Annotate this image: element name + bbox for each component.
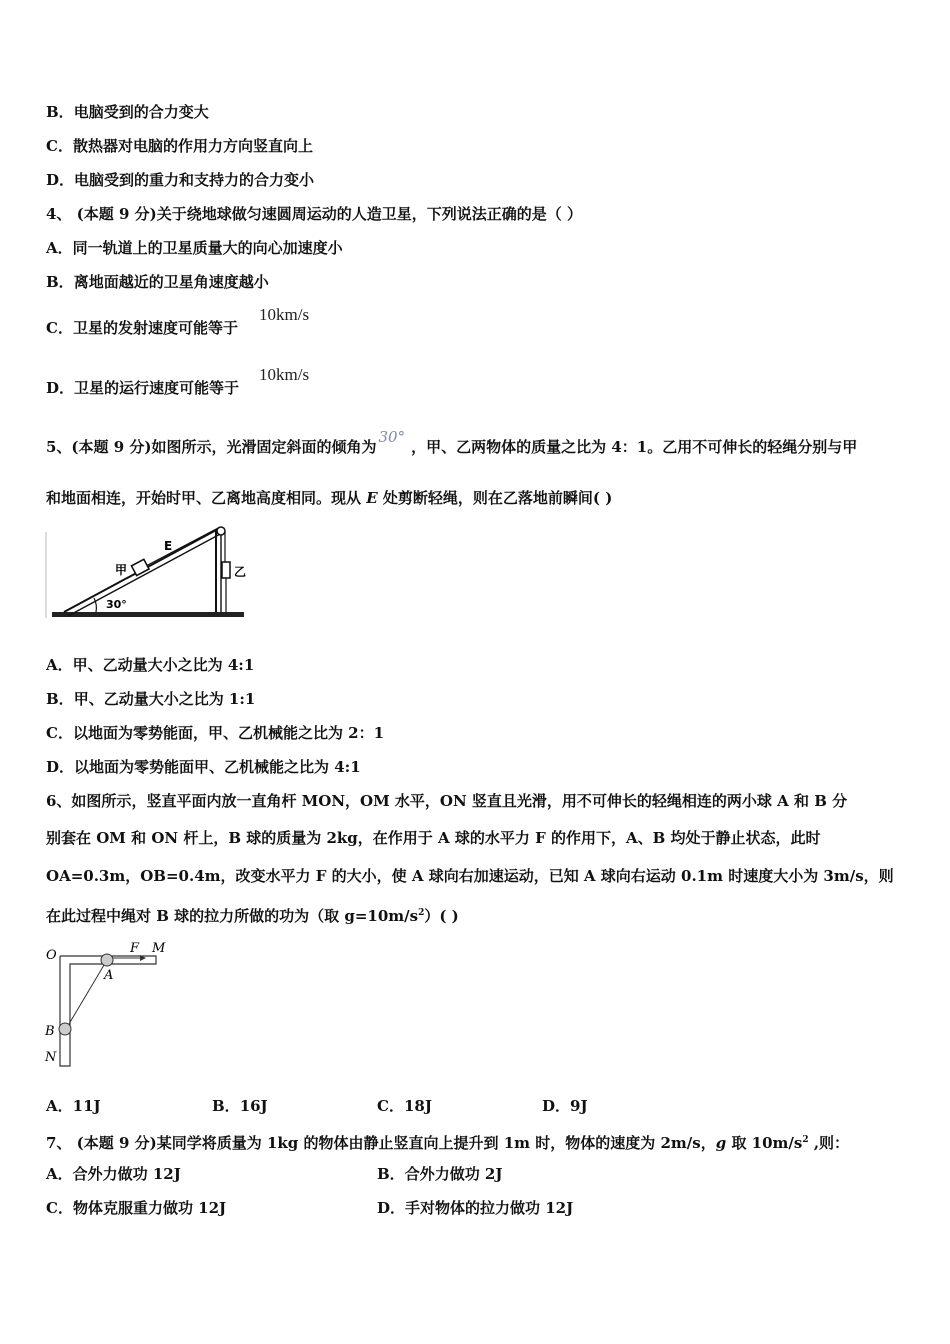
q5-option-c: C．以地面为零势能面，甲、乙机械能之比为 2：1 <box>46 724 385 742</box>
q7-option-a: A．合外力做功 12J <box>46 1165 181 1183</box>
q6-fig-label-b: B <box>45 1024 55 1039</box>
q5-option-d: D．以地面为零势能面甲、乙机械能之比为 4:1 <box>46 758 361 776</box>
q5-stem-line1: 5、(本题 9 分)如图所示，光滑固定斜面的倾角为30°，甲、乙两物体的质量之比为 4：1。乙用不可伸长的轻绳分别与甲 <box>46 428 858 456</box>
q7-option-c: C．物体克服重力做功 12J <box>46 1199 227 1217</box>
q6-fig-label-m: M <box>152 941 166 956</box>
q6-stem-line1: 6、如图所示，竖直平面内放一直角杆 MON，OM 水平，ON 竖直且光滑，用不可伸长的轻绳相连的两小球 A 和 B 分 <box>46 792 848 810</box>
q6-option-d: D．9J <box>542 1097 588 1115</box>
q6-rod-figure <box>44 938 174 1070</box>
q3-option-c: C．散热器对电脑的作用力方向竖直向上 <box>46 137 313 155</box>
q4-stem: 4、 (本题 9 分)关于绕地球做匀速圆周运动的人造卫星，下列说法正确的是（ ） <box>46 205 582 223</box>
q5-option-a: A．甲、乙动量大小之比为 4:1 <box>46 656 255 674</box>
q7-option-b: B．合外力做功 2J <box>377 1165 503 1183</box>
q5-incline-figure <box>44 522 254 622</box>
q3-option-b: B．电脑受到的合力变大 <box>46 103 209 121</box>
q4-option-c: C．卫星的发射速度可能等于 <box>46 319 238 337</box>
q4-option-c-unit: 10km/s <box>259 305 310 324</box>
q5-fig-label-e: E <box>164 539 173 553</box>
q6-option-b: B．16J <box>212 1097 268 1115</box>
q5-fig-label-yi: 乙 <box>234 565 247 579</box>
q6-stem-line4: 在此过程中绳对 B 球的拉力所做的功为（取 $g=10m/s^2$）( ) <box>46 907 459 925</box>
q5-fig-label-jia: 甲 <box>115 563 128 577</box>
q6-fig-label-f: F <box>130 941 140 956</box>
q5-option-b: B．甲、乙动量大小之比为 1:1 <box>46 690 256 708</box>
q3-option-d: D．电脑受到的重力和支持力的合力变小 <box>46 171 315 189</box>
q7-option-d: D．手对物体的拉力做功 12J <box>377 1199 574 1217</box>
q5-angle: 30° <box>378 428 406 446</box>
q5-stem-line2: 和地面相连，开始时甲、乙离地高度相同。现从 E 处剪断轻绳，则在乙落地前瞬间( ) <box>46 489 613 507</box>
q4-option-b: B．离地面越近的卫星角速度越小 <box>46 273 269 291</box>
q4-option-d: D．卫星的运行速度可能等于 <box>46 379 240 397</box>
q7-stem: 7、 (本题 9 分)某同学将质量为 1kg 的物体由静止竖直向上提升到 1m 时，物体的速度为 2m/s，g 取 $10m/s^2$ ,则： <box>46 1134 850 1152</box>
q6-fig-label-n: N <box>45 1050 57 1065</box>
q6-stem-line3: OA=0.3m，OB=0.4m，改变水平力 F 的大小，使 A 球向右加速运动，已知 A 球向右运动 0.1m 时速度大小为 3m/s，则 <box>46 867 894 885</box>
q4-option-a: A．同一轨道上的卫星质量大的向心加速度小 <box>46 239 343 257</box>
q6-fig-label-a: A <box>104 968 114 983</box>
q6-stem-line2: 别套在 OM 和 ON 杆上，B 球的质量为 2kg，在作用于 A 球的水平力 F 的作用下，A、B 均处于静止状态，此时 <box>46 829 821 847</box>
q6-option-c: C．18J <box>377 1097 432 1115</box>
q6-fig-label-o: O <box>46 948 57 963</box>
q5-fig-label-angle: 30° <box>106 598 127 611</box>
q4-option-d-unit: 10km/s <box>259 365 310 384</box>
q6-option-a: A．11J <box>46 1097 101 1115</box>
